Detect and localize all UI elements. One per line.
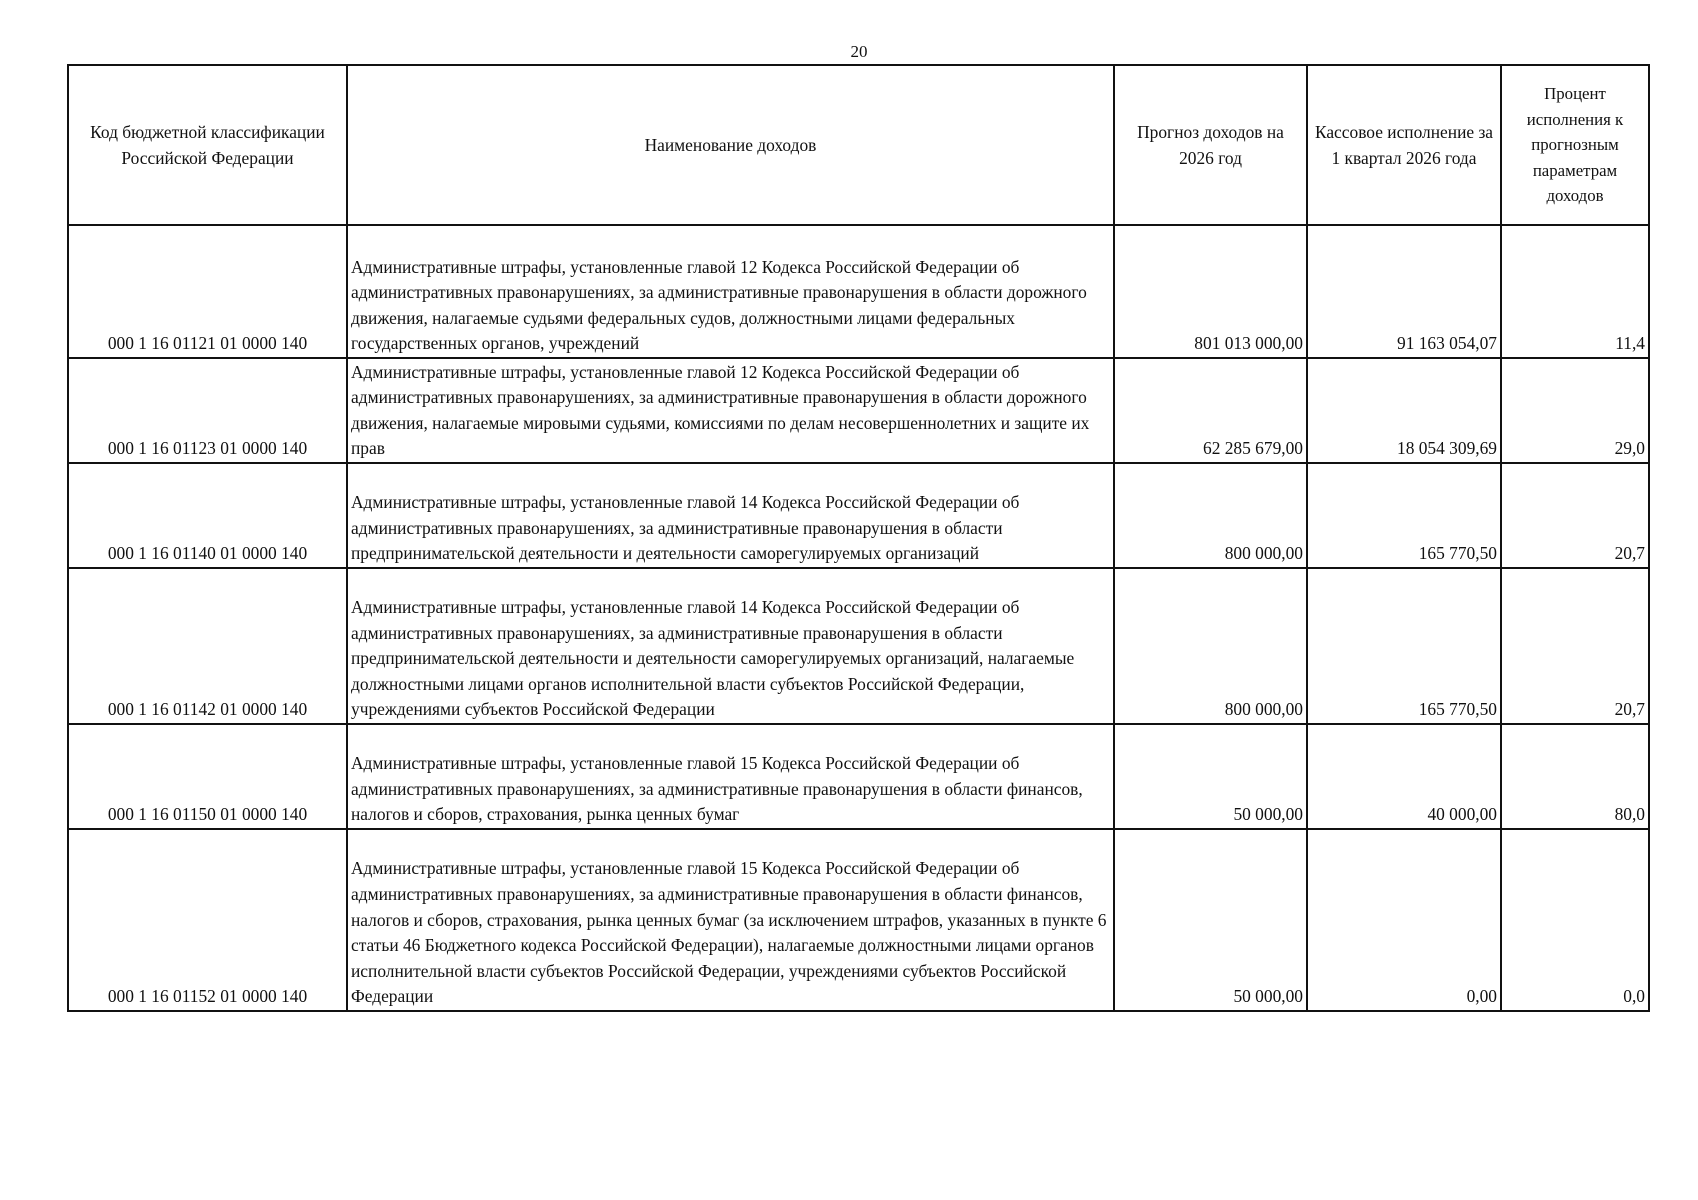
header-name: Наименование доходов <box>347 65 1114 225</box>
row-forecast: 50 000,00 <box>1114 724 1307 829</box>
table-header-row <box>68 65 1649 225</box>
row-name: Административные штрафы, установленные главой 15 Кодекса Российской Федерации об административных правонарушениях, за административные правонарушения в области финансов, налогов и сборов, страхования, рынка ценных бумаг <box>347 724 1114 829</box>
revenue-table <box>67 64 1650 1012</box>
row-execution: 165 770,50 <box>1307 568 1501 724</box>
header-code: Код бюджетной классификации Российской Федерации <box>68 65 347 225</box>
row-name: Административные штрафы, установленные главой 14 Кодекса Российской Федерации об административных правонарушениях, за административные правонарушения в области предпринимательской деятельности и деятельности саморегулируемых организаций <box>347 463 1114 568</box>
row-execution: 18 054 309,69 <box>1307 358 1501 463</box>
row-execution: 165 770,50 <box>1307 463 1501 568</box>
row-percent: 20,7 <box>1501 463 1649 568</box>
header-percent: Процент исполнения к прогнозным параметрам доходов <box>1501 65 1649 225</box>
row-code: 000 1 16 01150 01 0000 140 <box>68 724 347 829</box>
row-forecast: 801 013 000,00 <box>1114 225 1307 358</box>
row-name: Административные штрафы, установленные главой 14 Кодекса Российской Федерации об административных правонарушениях, за административные правонарушения в области предпринимательской деятельности и деятельности саморегулируемых организаций, налагаемые должностными лицами органов исполнительной власти субъектов Российской Федерации, учреждениями субъектов Российской Федерации <box>347 568 1114 724</box>
table-row <box>68 724 1649 829</box>
row-forecast: 800 000,00 <box>1114 568 1307 724</box>
table-row <box>68 225 1649 358</box>
table-row <box>68 463 1649 568</box>
row-execution: 0,00 <box>1307 829 1501 1011</box>
row-percent: 20,7 <box>1501 568 1649 724</box>
row-name: Административные штрафы, установленные главой 12 Кодекса Российской Федерации об административных правонарушениях, за административные правонарушения в области дорожного движения, налагаемые мировыми судьями, комиссиями по делам несовершеннолетних и защите их прав <box>347 358 1114 463</box>
row-code: 000 1 16 01152 01 0000 140 <box>68 829 347 1011</box>
row-name: Административные штрафы, установленные главой 12 Кодекса Российской Федерации об административных правонарушениях, за административные правонарушения в области дорожного движения, налагаемые судьями федеральных судов, должностными лицами федеральных государственных органов, учреждений <box>347 225 1114 358</box>
row-code: 000 1 16 01140 01 0000 140 <box>68 463 347 568</box>
header-forecast: Прогноз доходов на 2026 год <box>1114 65 1307 225</box>
row-forecast: 50 000,00 <box>1114 829 1307 1011</box>
row-code: 000 1 16 01142 01 0000 140 <box>68 568 347 724</box>
row-code: 000 1 16 01121 01 0000 140 <box>68 225 347 358</box>
header-execution: Кассовое исполнение за 1 квартал 2026 года <box>1307 65 1501 225</box>
row-forecast: 800 000,00 <box>1114 463 1307 568</box>
table-row <box>68 829 1649 1011</box>
row-percent: 11,4 <box>1501 225 1649 358</box>
row-percent: 80,0 <box>1501 724 1649 829</box>
row-name: Административные штрафы, установленные главой 15 Кодекса Российской Федерации об административных правонарушениях, за административные правонарушения в области финансов, налогов и сборов, страхования, рынка ценных бумаг (за исключением штрафов, указанных в пункте 6 статьи 46 Бюджетного кодекса Российской Федерации), налагаемые должностными лицами органов исполнительной власти субъектов Российской Федерации, учреждениями субъектов Российской Федерации <box>347 829 1114 1011</box>
row-execution: 40 000,00 <box>1307 724 1501 829</box>
table-row <box>68 568 1649 724</box>
row-percent: 0,0 <box>1501 829 1649 1011</box>
row-code: 000 1 16 01123 01 0000 140 <box>68 358 347 463</box>
row-execution: 91 163 054,07 <box>1307 225 1501 358</box>
page-number: 20 <box>850 42 868 61</box>
table-row <box>68 358 1649 463</box>
row-percent: 29,0 <box>1501 358 1649 463</box>
row-forecast: 62 285 679,00 <box>1114 358 1307 463</box>
